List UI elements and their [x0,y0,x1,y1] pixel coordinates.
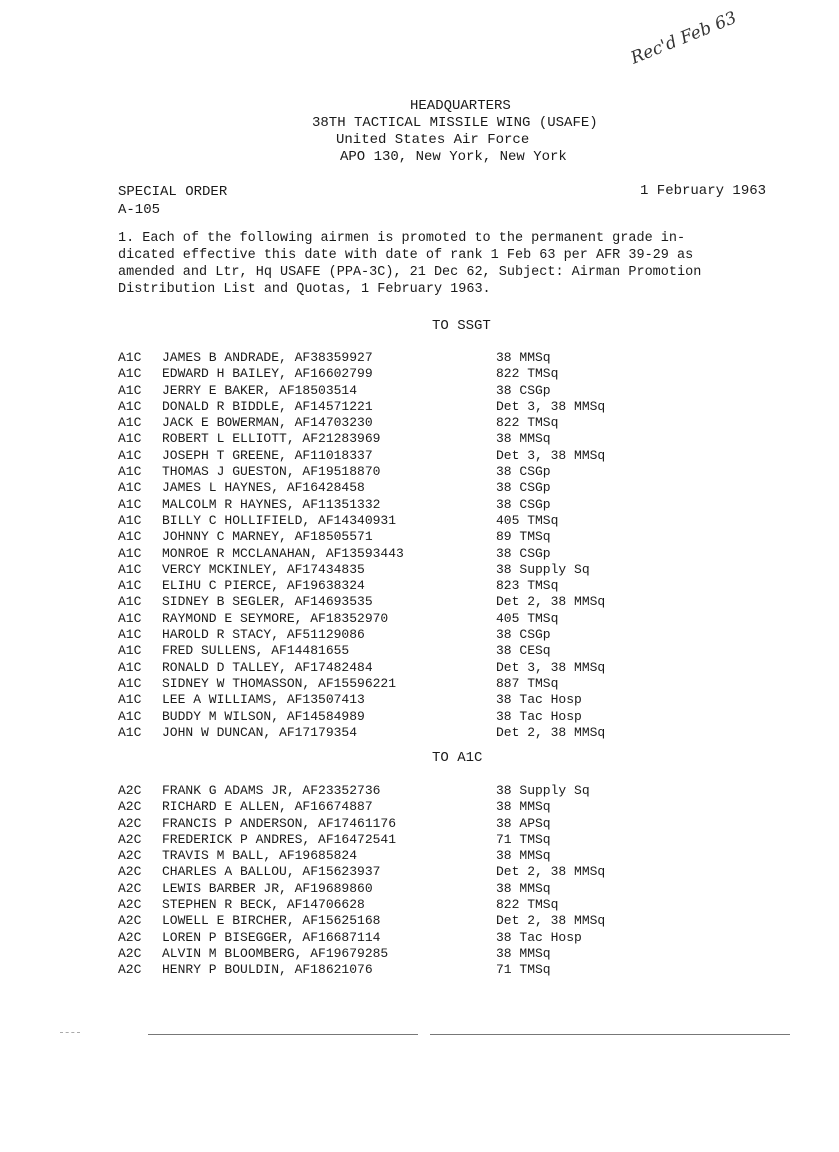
airman-grade: A2C [118,945,142,961]
airman-name: RAYMOND E SEYMORE, AF18352970 [162,610,389,626]
airman-grade: A1C [118,627,142,643]
airman-name: JACK E BOWERMAN, AF14703230 [162,415,373,431]
footer-rule [430,1034,790,1035]
airman-name: JOHNNY C MARNEY, AF18505571 [162,529,373,545]
airman-grade: A1C [118,724,142,740]
airman-unit: 38 Supply Sq [496,783,590,798]
airman-unit: 822 TMSq [496,897,559,913]
airman-grade: A1C [118,692,142,708]
airman-grade: A2C [118,880,142,896]
airman-unit: 71 TMSq [496,831,551,847]
paragraph-line: dicated effective this date with date of rank 1 Feb 63 per AFR 39-29 as [118,248,694,263]
airman-name: DONALD R BIDDLE, AF14571221 [162,398,373,414]
airman-grade: A1C [118,675,142,691]
airman-unit: 38 MMSq [496,799,551,815]
airman-unit: Det 2, 38 MMSq [496,864,606,880]
airman-unit: 38 CSGp [496,382,551,398]
airman-grade: A1C [118,350,142,365]
airman-grade: A1C [118,529,142,545]
airman-name: STEPHEN R BECK, AF14706628 [162,897,365,913]
airman-grade: A2C [118,864,142,880]
airman-grade: A1C [118,594,142,610]
header-line-3: United States Air Force [336,132,530,148]
airman-grade: A2C [118,913,142,929]
paragraph-line: Distribution List and Quotas, 1 February 1963. [118,282,491,297]
airman-name: HAROLD R STACY, AF51129086 [162,627,365,643]
airman-name: LEE A WILLIAMS, AF13507413 [162,692,365,708]
airman-grade: A2C [118,929,142,945]
header-line-1: HEADQUARTERS [410,98,511,114]
section-title-ssgt: TO SSGT [432,318,491,334]
airman-unit: 822 TMSq [496,366,559,382]
airman-name: MALCOLM R HAYNES, AF11351332 [162,496,381,512]
airman-name: FRED SULLENS, AF14481655 [162,643,350,659]
airman-grade: A1C [118,561,142,577]
airman-unit: Det 3, 38 MMSq [496,659,606,675]
airman-unit: 89 TMSq [496,529,551,545]
airman-unit: 38 MMSq [496,350,551,365]
airman-unit: 38 Tac Hosp [496,708,582,724]
order-identifier [118,183,227,219]
airman-grade: A1C [118,415,142,431]
airman-unit: 38 MMSq [496,848,551,864]
airman-unit: 823 TMSq [496,578,559,594]
airman-grade: A1C [118,496,142,512]
airman-name: JOHN W DUNCAN, AF17179354 [162,724,358,740]
airman-name: LEWIS BARBER JR, AF19689860 [162,880,373,896]
airman-unit: 38 Tac Hosp [496,929,582,945]
airman-grade: A1C [118,659,142,675]
airman-grade: A1C [118,480,142,496]
paragraph-line: amended and Ltr, Hq USAFE (PPA-3C), 21 Dec 62, Subject: Airman Promotion [118,265,702,280]
footer-rule [148,1034,418,1035]
airman-name: JERRY E BAKER, AF18503514 [162,382,358,398]
airman-unit: 38 CESq [496,643,551,659]
airman-grade: A2C [118,815,142,831]
airman-grade: A1C [118,398,142,414]
airman-unit: 38 CSGp [496,464,551,480]
airman-grade: A1C [118,464,142,480]
airman-unit: Det 3, 38 MMSq [496,398,606,414]
airman-grade: A1C [118,610,142,626]
airman-unit: Det 2, 38 MMSq [496,724,606,740]
airman-name: MONROE R MCCLANAHAN, AF13593443 [162,545,404,561]
order-paragraph [118,230,798,298]
airman-name: ELIHU C PIERCE, AF19638324 [162,578,365,594]
airman-grade: A1C [118,643,142,659]
airman-name: LOREN P BISEGGER, AF16687114 [162,929,381,945]
airman-name: RONALD D TALLEY, AF17482484 [162,659,373,675]
page-mark [60,1032,80,1033]
airman-unit: 38 CSGp [496,545,551,561]
airman-unit: 71 TMSq [496,962,551,978]
airman-unit: Det 3, 38 MMSq [496,447,606,463]
airman-name: JAMES L HAYNES, AF16428458 [162,480,365,496]
airman-unit: 405 TMSq [496,512,559,528]
order-number: A-105 [118,202,161,218]
airman-unit: 38 CSGp [496,480,551,496]
airman-name: THOMAS J GUESTON, AF19518870 [162,464,381,480]
airman-unit: 38 MMSq [496,945,551,961]
airman-unit: 38 CSGp [496,627,551,643]
airman-unit: 887 TMSq [496,675,559,691]
airman-name: RICHARD E ALLEN, AF16674887 [162,799,373,815]
airman-name: SIDNEY W THOMASSON, AF15596221 [162,675,397,691]
airman-unit: 38 Supply Sq [496,561,590,577]
airman-name: FREDERICK P ANDRES, AF16472541 [162,831,397,847]
airman-grade: A1C [118,512,142,528]
airman-grade: A1C [118,382,142,398]
airman-unit: 38 MMSq [496,431,551,447]
airman-name: JAMES B ANDRADE, AF38359927 [162,350,373,365]
airman-grade: A1C [118,578,142,594]
airman-grade: A1C [118,431,142,447]
airman-unit: Det 2, 38 MMSq [496,594,606,610]
paragraph-line: 1. Each of the following airmen is promoted to the permanent grade in- [118,231,686,246]
airman-grade: A2C [118,831,142,847]
airman-name: VERCY MCKINLEY, AF17434835 [162,561,365,577]
airman-unit: 38 CSGp [496,496,551,512]
airman-name: CHARLES A BALLOU, AF15623937 [162,864,381,880]
airman-grade: A2C [118,897,142,913]
airman-grade: A1C [118,366,142,382]
airman-grade: A2C [118,783,142,798]
airman-grade: A1C [118,447,142,463]
airman-name: SIDNEY B SEGLER, AF14693535 [162,594,373,610]
airman-name: BILLY C HOLLIFIELD, AF14340931 [162,512,397,528]
handwritten-note: Rec'd Feb 63 [628,7,740,69]
airman-name: EDWARD H BAILEY, AF16602799 [162,366,373,382]
airman-name: LOWELL E BIRCHER, AF15625168 [162,913,381,929]
airman-grade: A1C [118,545,142,561]
header-line-4: APO 130, New York, New York [340,149,567,165]
airman-name: HENRY P BOULDIN, AF18621076 [162,962,373,978]
airman-unit: 38 Tac Hosp [496,692,582,708]
order-date: 1 February 1963 [640,183,767,199]
airman-unit: 38 APSq [496,815,551,831]
airman-name: TRAVIS M BALL, AF19685824 [162,848,358,864]
header-line-2: 38TH TACTICAL MISSILE WING (USAFE) [312,115,598,131]
airman-unit: Det 2, 38 MMSq [496,913,606,929]
airman-name: ALVIN M BLOOMBERG, AF19679285 [162,945,389,961]
airman-name: FRANCIS P ANDERSON, AF17461176 [162,815,397,831]
airman-grade: A2C [118,848,142,864]
airman-grade: A1C [118,708,142,724]
airman-grade: A2C [118,962,142,978]
airman-name: ROBERT L ELLIOTT, AF21283969 [162,431,381,447]
airman-name: JOSEPH T GREENE, AF11018337 [162,447,373,463]
airman-grade: A2C [118,799,142,815]
airman-name: FRANK G ADAMS JR, AF23352736 [162,783,381,798]
section-title-a1c: TO A1C [432,750,483,766]
order-type: SPECIAL ORDER [118,184,228,200]
airman-unit: 38 MMSq [496,880,551,896]
airman-unit: 405 TMSq [496,610,559,626]
airman-name: BUDDY M WILSON, AF14584989 [162,708,365,724]
airman-unit: 822 TMSq [496,415,559,431]
